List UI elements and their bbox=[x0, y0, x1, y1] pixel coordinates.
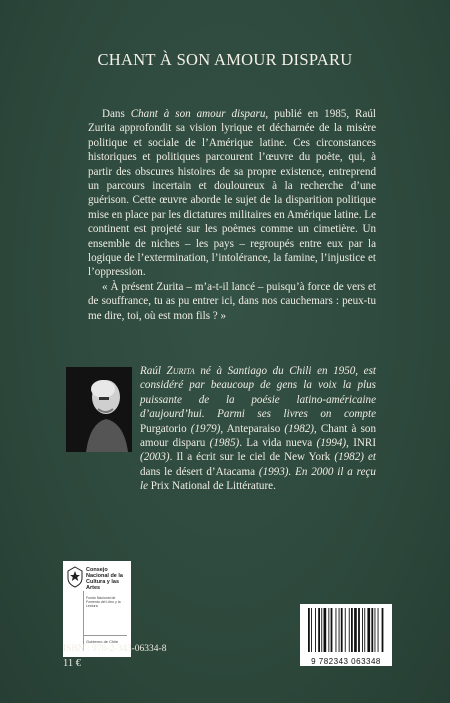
bio-end: . bbox=[273, 480, 276, 493]
blurb-text-a: Dans bbox=[102, 108, 131, 120]
price-text: 11 € bbox=[63, 658, 81, 669]
bio-text-1: né à Santiago du Chili en 1950, est considéré par beaucoup de gens la voix la plus puissante de la poésie latino-américaine d’aujourd’hui. Parmi ses livres on compte bbox=[140, 365, 376, 421]
blurb-text-b: , publié en 1985, Raúl Zurita approfondit sa vision lyrique et décharnée de la misère politique et sociale de l’Amérique latine. Ces circonstances historiques et politiques parcourent l’œuvre du poète, qui, à partir des obscures histoires de sa propre existence, entreprend un parcours incertain et douloureux à la recherche d’une guérison. Cette œuvre aborde le sujet de la disparition politique mise en place par les dictatures militaires en Amérique latine. Le continent est projeté sur les poèmes comme un cimetière. Un ensemble de niches – les pays – regroupés entre eux par la logique de l’extermination, l’intolérance, la famine, l’injustice et l’oppression. bbox=[88, 108, 376, 279]
bio-year-5: (2003) bbox=[140, 451, 170, 464]
author-bio bbox=[140, 364, 376, 494]
cultural-council-logo bbox=[63, 561, 131, 657]
author-last-name: Zurita bbox=[166, 365, 195, 377]
logo-government: Gobierno de Chile bbox=[86, 639, 119, 644]
isbn-text: ISBN : 978-2-343-06334-8 bbox=[63, 644, 167, 654]
author-photo bbox=[66, 367, 132, 452]
blurb-text bbox=[88, 107, 376, 323]
bio-prize: Prix National de Littérature bbox=[148, 480, 274, 493]
blurb-paragraph bbox=[88, 107, 376, 280]
bio-book-2: , Anteparaiso bbox=[220, 422, 285, 435]
bio-text-6: . Il a écrit sur le ciel de New York bbox=[169, 451, 335, 464]
logo-divider-horizontal bbox=[83, 635, 127, 636]
bio-book-1: Purgatorio bbox=[140, 422, 191, 435]
author-portrait-image bbox=[66, 367, 132, 452]
bio-year-4: (1994) bbox=[316, 437, 347, 450]
logo-council-name: Consejo Nacional de la Cultura y las Artes bbox=[86, 567, 123, 591]
logo-divider-vertical bbox=[83, 591, 84, 651]
blurb-quote: « À présent Zurita – m’a-t-il lancé – puisqu’à force de vers et de souffrance, tu as pu entrer ici, dans nos cauchemars : peux-tu me dire, toi, où est mon fils ? » bbox=[88, 280, 376, 322]
logo-fund-name: Fondo Nacional de Fomento del Libro y la Lectura bbox=[86, 596, 121, 609]
bio-book-3: , Chant à son amour disparu bbox=[140, 422, 376, 450]
bio-text-7: dans le désert d’Atacama bbox=[140, 465, 259, 478]
bio-year-6: (1982) et bbox=[334, 451, 377, 464]
bio-paragraph bbox=[140, 364, 376, 494]
bio-year-1: (1979) bbox=[190, 422, 221, 435]
barcode-bars-icon bbox=[300, 604, 392, 656]
bio-book-4: . La vida nueva bbox=[239, 437, 317, 450]
barcode-number: 9 782343 063348 bbox=[311, 657, 381, 666]
bio-year-7: (1993). En 2000 il a reçu le bbox=[140, 465, 376, 493]
author-first-name: Raúl bbox=[140, 365, 167, 377]
bio-book-5: , INRI bbox=[346, 437, 377, 450]
book-title: CHANT À SON AMOUR DISPARU bbox=[97, 50, 353, 69]
bio-year-2: (1982) bbox=[284, 422, 314, 435]
blurb-book-title: Chant à son amour disparu bbox=[130, 108, 266, 120]
coat-of-arms-icon bbox=[66, 566, 84, 588]
bio-year-3: (1985) bbox=[209, 437, 240, 450]
